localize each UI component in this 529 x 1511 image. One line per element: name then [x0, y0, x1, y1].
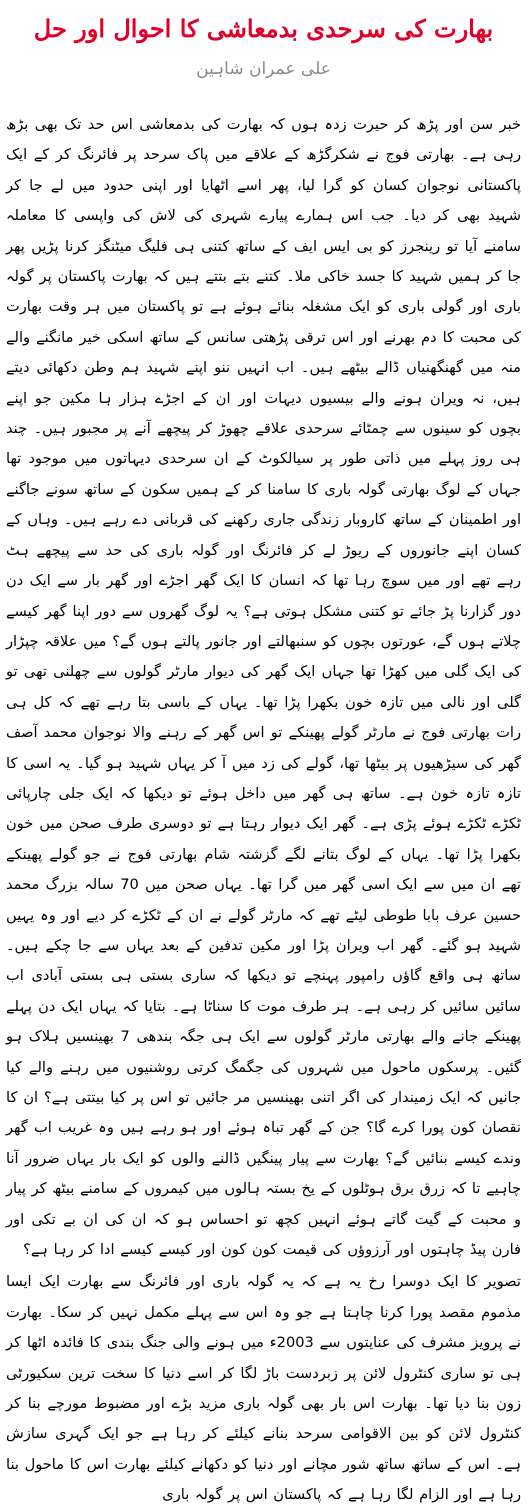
article-body — [6, 110, 521, 1511]
title-spacer — [6, 86, 521, 110]
article-paragraph-2: تصویر کا ایک دوسرا رخ یہ ہے کہ یہ گولہ باری اور فائرنگ سے بھارت ایک ایسا مذموم مقصد پورا کرنا چاہتا ہے جو وہ اس سے پہلے مکمل نہیں کر سکا۔ بھارت نے پرویز مشرف کی عنایتوں سے 2003ء میں ہونے والی جنگ بندی کا فائدہ اٹھا کر ہی تو ساری کنٹرول لائن پر زبردست باڑ لگا کر اسے دنیا کا سخت ترین سکیورٹی زون بنا دیا تھا۔ بھارت اس بار بھی گولہ باری مزید بڑے اور مضبوط مورچے بنا کر کنٹرول لائن کو بین الاقوامی سرحد بنانے کیلئے کر رہا ہے جو ایک گہری سازش ہے۔ اس کے ساتھ ساتھ شور مچانے اور دنیا کو دکھانے کیلئے بھارت اس کا ماحول بنا رہا ہے اور الزام لگا رہا ہے کہ پاکستان اس پر گولہ باری — [6, 1273, 521, 1504]
article-title: بھارت کی سرحدی بدمعاشی کا احوال اور حل — [33, 14, 494, 43]
article-paragraph-1: خبر سن اور پڑھ کر حیرت زدہ ہوں کہ بھارت کی بدمعاشی اس حد تک بھی بڑھ رہی ہے۔ بھارتی فوج نے شکرگڑھ کے علاقے میں پاک سرحد پر فائرنگ کر کے ایک پاکستانی نوجوان کسان کو گرا لیا، پھر اسے اٹھایا اور اپنی حدود میں لے جا کر شہید بھی کر دیا۔ جب اس ہمارے پیارے شہری کی لاش کی واپسی کا معاملہ سامنے آیا تو رینجرز کو بی ایس ایف کے ساتھ کتنی ہی فلیگ میٹنگز کرنا پڑیں پھر جا کر ہمیں شہید کا جسد خاکی ملا۔ کتنے بتے بتتے ہیں کہ بھارت پاکستان پر گولہ باری اور گولی باری کو ایک مشغلہ بنائے ہوئے ہے تو پاکستان میں ہر وقت بھارت کی محبت کا دم بھرنے اور اس ترقی پڑھتی سانس کے ساتھ اسکی خیر مانگنے والے منہ میں گھنگھنیاں ڈالے بیٹھے ہیں۔ اب انہیں ننو اپنے شہید ہم وطن دکھائی دیتے ہیں، نہ ویران ہونے والے بیسیوں دیہات اور ان کے اجڑے ہزار ہا مکین جو اپنے بچوں کو سینوں سے چمٹائے سرحدی علاقے چھوڑ کر پیچھے آنے پر مجبور ہیں۔ چند ہی روز پہلے میں ذاتی طور پر سیالکوٹ کے ان سرحدی دیہاتوں میں موجود تھا جہاں کے لوگ بھارتی گولہ باری کا سامنا کر کے ہمیں سکون کے ساتھ سونے جاگنے اور اطمینان کے ساتھ کاروبار زندگی جاری رکھنے کی قربانی دے رہے ہیں۔ وہاں کے کسان اپنے جانوروں کے ریوڑ لے کر فائرنگ اور گولہ باری کی حد سے پیچھے ہٹ رہے تھے اور میں سوچ رہا تھا کہ انسان کا ایک گھر اجڑے اور گھر بار سے ایک دن دور گزارنا پڑ جائے تو کتنی مشکل ہوتی ہے؟ یہ لوگ گھروں سے دور اپنا گھر کیسے چلاتے ہوں گے، عورتوں بچوں کو سنبھالتے اور جانور پالتے ہوں گے؟ میں علاقہ چپڑار کی ایک گلی میں کھڑا تھا جہاں ایک گھر کی دیوار مارٹر گولوں سے چھلنی تھی تو گلی اور نالی میں تازہ خون بکھرا پڑا تھا۔ یہاں کے باسی بتا رہے تھے کہ کل ہی رات بھارتی فوج نے مارٹر گولے پھینکے تو اس گھر کے رہنے والا نوجوان محمد آصف گھر کی سیڑھیوں پر بیٹھا تھا، گولے کی زد میں آ کر یہاں شہید ہو گیا۔ یہ اسی کا تازہ تازہ خون ہے۔ ساتھ ہی گھر میں داخل ہوئے تو دیکھا کہ ایک جلی چارپائی ٹکڑے ٹکڑے ہوئے پڑی ہے۔ گھر ایک دیوار رہتا ہے تو دوسری طرف صحن میں خون بکھرا پڑا تھا۔ یہاں کے لوگ بتانے لگے گزشتہ شام بھارتی فوج نے جو گولے پھینکے تھے ان میں سے ایک اسی گھر میں گرا تھا۔ یہاں صحن میں 70 سالہ بزرگ محمد حسین عرف بابا طوطی لیٹے تھے کہ مارٹر گولے نے ان کے ٹکڑے کر دیے اور وہ یہیں شہید ہو گئے۔ گھر اب ویران پڑا اور مکین تدفین کے بعد یہاں سے جا چکے ہیں۔ ساتھ ہی واقع گاؤں رامپور پہنچے تو دیکھا کہ ساری بستی ہی بستی آبادی اب سائیں سائیں کر رہی ہے۔ ہر طرف موت کا سناٹا ہے۔ بتایا کہ یہاں ایک دن پہلے پھینکے جانے والے بھارتی مارٹر گولوں سے ایک ہی جگہ بندھی 7 بھینسیں ہلاک ہو گئیں۔ پرسکوں ماحول میں شہروں کی جگمگ کرتی روشنیوں میں رہنے والے کیا جانیں کہ ایک زمیندار کی اگر اتنی بھینسیں مر جائیں تو اس پر کیا بیتتی ہے؟ ان کا نقصان کون پورا کرے گا؟ جن کے گھر تباہ ہوئے اور ہو رہے ہیں وہ غریب اب گھر وندے کیسے بنائیں گے؟ بھارت سے پیار پینگیں ڈالنے والوں کو ایک بار یہاں ضرور آنا چاہیے تا کہ زرق برق ہوٹلوں کے یخ بستہ ہالوں میں کیمروں کے سامنے بیٹھ کر پیار و محبت کے گیت گاتے ہوئے انہیں کچھ تو احساس ہو کہ ان کی ان بے تکی اور فارن پیڈ چاہتوں اور آرزوؤں کی قیمت کون کون اور کیسے کیسے ادا کر رہا ہے؟ — [6, 116, 521, 1259]
article-author: علی عمران شاہین — [196, 59, 331, 79]
